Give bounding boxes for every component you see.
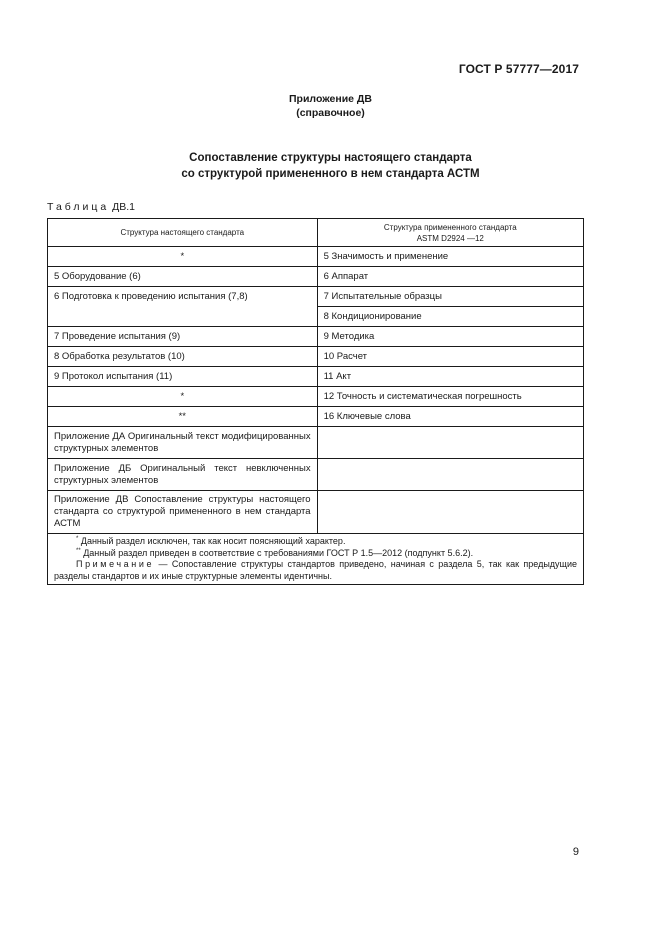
row-right-cell: 5 Значимость и применение bbox=[317, 247, 583, 267]
table-row bbox=[48, 459, 584, 491]
table-row bbox=[48, 491, 584, 534]
table-row bbox=[48, 347, 584, 367]
table-footnotes-row bbox=[48, 534, 584, 585]
row-right-cell: 11 Акт bbox=[317, 367, 583, 387]
col1-header: Структура настоящего стандарта bbox=[48, 219, 318, 247]
page-number: 9 bbox=[572, 846, 579, 858]
row-left-cell: 7 Проведение испытания (9) bbox=[48, 327, 318, 347]
annex-heading bbox=[0, 92, 661, 120]
table-row bbox=[48, 407, 584, 427]
row-left-cell: Приложение ДБ Оригинальный текст невключенных структурных элементов bbox=[48, 459, 318, 491]
footnote-2 bbox=[54, 548, 577, 560]
row-left-cell: Приложение ДА Оригинальный текст модифицированных структурных элементов bbox=[48, 427, 318, 459]
heading-line-1: Сопоставление структуры настоящего стандарта bbox=[189, 152, 472, 164]
row-left-cell: 8 Обработка результатов (10) bbox=[48, 347, 318, 367]
row-left-cell: Приложение ДВ Сопоставление структуры настоящего стандарта со структурой примененного в нем стандарта АСТМ bbox=[48, 491, 318, 534]
table-label bbox=[47, 201, 135, 213]
table-header-row bbox=[48, 219, 584, 247]
table-row bbox=[48, 367, 584, 387]
footnote-1-mark: * bbox=[76, 536, 79, 542]
col2-header-line1: Структура примененного стандарта bbox=[383, 222, 517, 232]
table-row bbox=[48, 387, 584, 407]
table-footnotes bbox=[48, 534, 584, 585]
col2-header bbox=[317, 219, 583, 247]
col2-header-line2: ASTM D2924 —12 bbox=[416, 233, 484, 243]
section-heading bbox=[0, 150, 661, 182]
row-right-cell: 12 Точность и систематическая погрешность bbox=[317, 387, 583, 407]
row-left-cell: * bbox=[48, 247, 318, 267]
footnote-1-text: Данный раздел исключен, так как носит поясняющий характер. bbox=[80, 536, 346, 546]
row-right-cell: 9 Методика bbox=[317, 327, 583, 347]
document-code: ГОСТ Р 57777—2017 bbox=[458, 62, 579, 76]
row-left-cell: 6 Подготовка к проведению испытания (7,8) bbox=[48, 287, 318, 327]
row-right-cell bbox=[317, 427, 583, 459]
footnote-1 bbox=[54, 536, 577, 548]
annex-title: Приложение ДВ bbox=[289, 93, 372, 105]
table-label-number: ДВ.1 bbox=[112, 201, 135, 213]
annex-subtitle: (справочное) bbox=[296, 107, 365, 119]
row-right-cell: 8 Кондиционирование bbox=[317, 307, 583, 327]
heading-line-2: со структурой примененного в нем стандарта АСТМ bbox=[181, 168, 480, 180]
row-right-cell: 6 Аппарат bbox=[317, 267, 583, 287]
table-row bbox=[48, 287, 584, 307]
row-left-cell: 5 Оборудование (6) bbox=[48, 267, 318, 287]
note-text: — Сопоставление структуры стандартов приведено, начиная с раздела 5, так как предыдущие разделы стандартов и их иные структурные элементы идентичны. bbox=[54, 559, 577, 581]
row-left-cell: ** bbox=[48, 407, 318, 427]
table-row bbox=[48, 427, 584, 459]
footnote-2-mark: ** bbox=[76, 547, 81, 554]
table-note bbox=[54, 559, 577, 582]
row-right-cell bbox=[317, 459, 583, 491]
note-label: Примечание bbox=[76, 559, 155, 569]
table-label-prefix: Таблица bbox=[47, 201, 110, 213]
row-right-cell: 16 Ключевые слова bbox=[317, 407, 583, 427]
table-row bbox=[48, 327, 584, 347]
row-right-cell: 10 Расчет bbox=[317, 347, 583, 367]
table-row bbox=[48, 247, 584, 267]
footnote-2-text: Данный раздел приведен в соответствие с требованиями ГОСТ Р 1.5—2012 (подпункт 5.6.2). bbox=[83, 547, 474, 558]
table-row bbox=[48, 267, 584, 287]
comparison-table bbox=[47, 218, 584, 585]
row-right-cell: 7 Испытательные образцы bbox=[317, 287, 583, 307]
row-left-cell: 9 Протокол испытания (11) bbox=[48, 367, 318, 387]
row-left-cell: * bbox=[48, 387, 318, 407]
row-right-cell bbox=[317, 491, 583, 534]
